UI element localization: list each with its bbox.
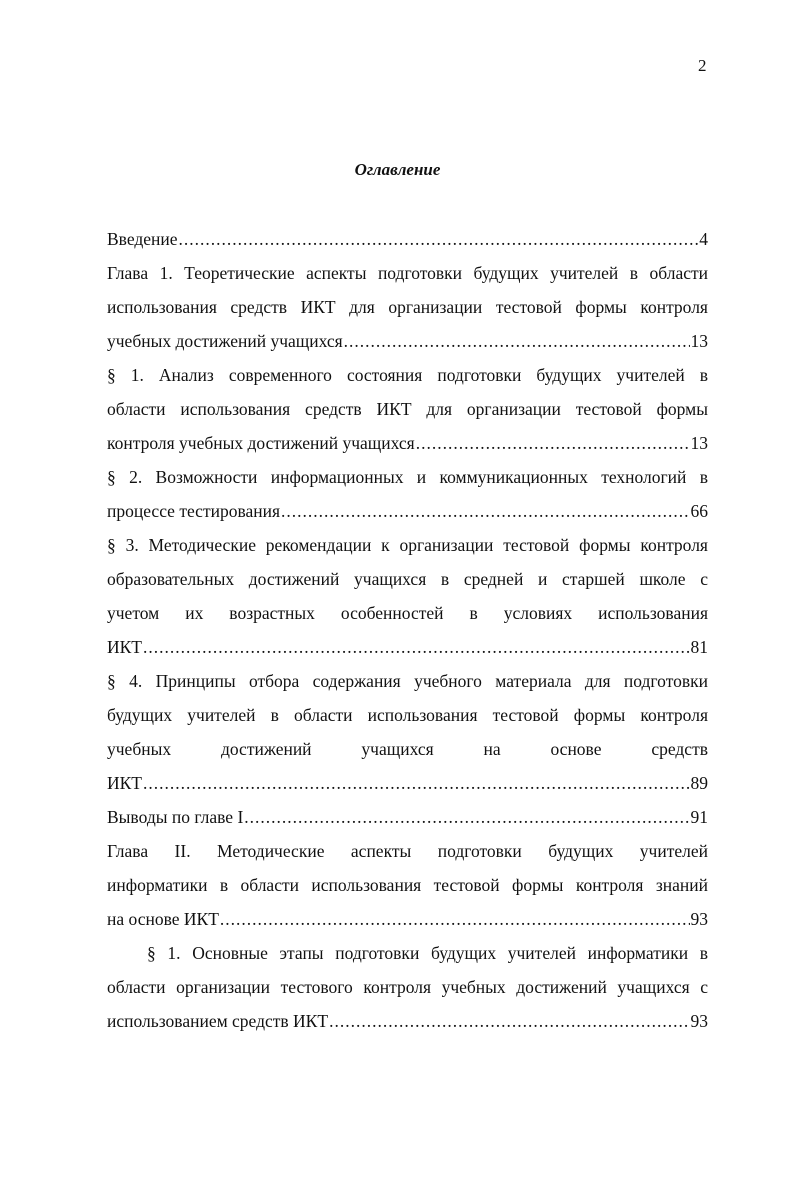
toc-entry-line: использования средств ИКТ для организации тестовой формы контроля — [107, 297, 708, 317]
toc-entry-line: § 1. Основные этапы подготовки будущих учителей информатики в — [147, 943, 708, 963]
toc-entry-chapter-2 — [107, 834, 708, 936]
toc-entry-line: учебных достижений учащихся на основе средств — [107, 739, 708, 759]
table-of-contents — [107, 222, 708, 1038]
toc-entry-section-1-2 — [107, 460, 708, 528]
toc-entry-last-line — [107, 494, 708, 528]
toc-entry-last-line — [107, 766, 708, 800]
toc-entry-last-line — [107, 324, 708, 358]
toc-entry-line: § 2. Возможности информационных и коммуникационных технологий в — [107, 467, 708, 487]
toc-entry-last-line — [107, 630, 708, 664]
toc-entry-page: 81 — [690, 637, 708, 657]
toc-entry-page: 89 — [690, 773, 708, 793]
toc-entry-page: 91 — [690, 807, 708, 827]
dot-leader — [179, 222, 699, 256]
toc-entry-label: Введение — [107, 229, 178, 249]
toc-entry-line: § 1. Анализ современного состояния подготовки будущих учителей в — [107, 365, 708, 385]
dot-leader — [220, 902, 690, 936]
toc-entry-section-1-1 — [107, 358, 708, 460]
toc-entry-introduction — [107, 222, 708, 256]
page-number: 2 — [698, 56, 707, 75]
toc-entry-line: будущих учителей в области использования тестовой формы контроля — [107, 705, 708, 725]
toc-entry-line: § 3. Методические рекомендации к организации тестовой формы контроля — [107, 535, 708, 555]
toc-entry-page: 66 — [690, 501, 708, 521]
toc-entry-last-line — [107, 426, 708, 460]
toc-entry-page: 93 — [690, 909, 708, 929]
toc-title: Оглавление — [354, 160, 441, 179]
toc-entry-label: ИКТ — [107, 637, 142, 657]
toc-entry-label: на основе ИКТ — [107, 909, 219, 929]
toc-entry-line: образовательных достижений учащихся в средней и старшей школе с — [107, 569, 708, 589]
dot-leader — [244, 800, 689, 834]
toc-entry-last-line — [107, 1004, 708, 1038]
toc-entry-page: 4 — [699, 229, 708, 249]
toc-entry-page: 13 — [690, 433, 708, 453]
dot-leader — [143, 766, 690, 800]
toc-entry-section-2-1 — [107, 936, 708, 1038]
toc-entry-page: 13 — [690, 331, 708, 351]
toc-entry-line: информатики в области использования тестовой формы контроля знаний — [107, 875, 708, 895]
toc-entry-last-line — [107, 222, 708, 256]
toc-entry-line: § 4. Принципы отбора содержания учебного материала для подготовки — [107, 671, 708, 691]
toc-entry-chapter-1 — [107, 256, 708, 358]
toc-entry-last-line — [107, 800, 708, 834]
dot-leader — [344, 324, 690, 358]
toc-entry-label: учебных достижений учащихся — [107, 331, 343, 351]
dot-leader — [329, 1004, 689, 1038]
dot-leader — [281, 494, 689, 528]
toc-entry-label: процессе тестирования — [107, 501, 281, 521]
dot-leader — [416, 426, 690, 460]
toc-entry-conclusions-1 — [107, 800, 708, 834]
toc-entry-label: Выводы по главе I — [107, 807, 244, 827]
toc-entry-line: Глава 1. Теоретические аспекты подготовки будущих учителей в области — [107, 263, 708, 283]
toc-entry-line: области организации тестового контроля учебных достижений учащихся с — [107, 977, 708, 997]
toc-entry-label: ИКТ — [107, 773, 142, 793]
toc-entry-line: учетом их возрастных особенностей в условиях использования — [107, 603, 708, 623]
toc-entry-page: 93 — [690, 1011, 708, 1031]
toc-entry-section-1-3 — [107, 528, 708, 664]
toc-entry-label: контроля учебных достижений учащихся — [107, 433, 415, 453]
toc-entry-line: области использования средств ИКТ для организации тестовой формы — [107, 399, 708, 419]
toc-entry-label: использованием средств ИКТ — [107, 1011, 329, 1031]
toc-entry-last-line — [107, 902, 708, 936]
toc-entry-line: Глава II. Методические аспекты подготовки будущих учителей — [107, 841, 708, 861]
toc-entry-section-1-4 — [107, 664, 708, 800]
dot-leader — [143, 630, 690, 664]
